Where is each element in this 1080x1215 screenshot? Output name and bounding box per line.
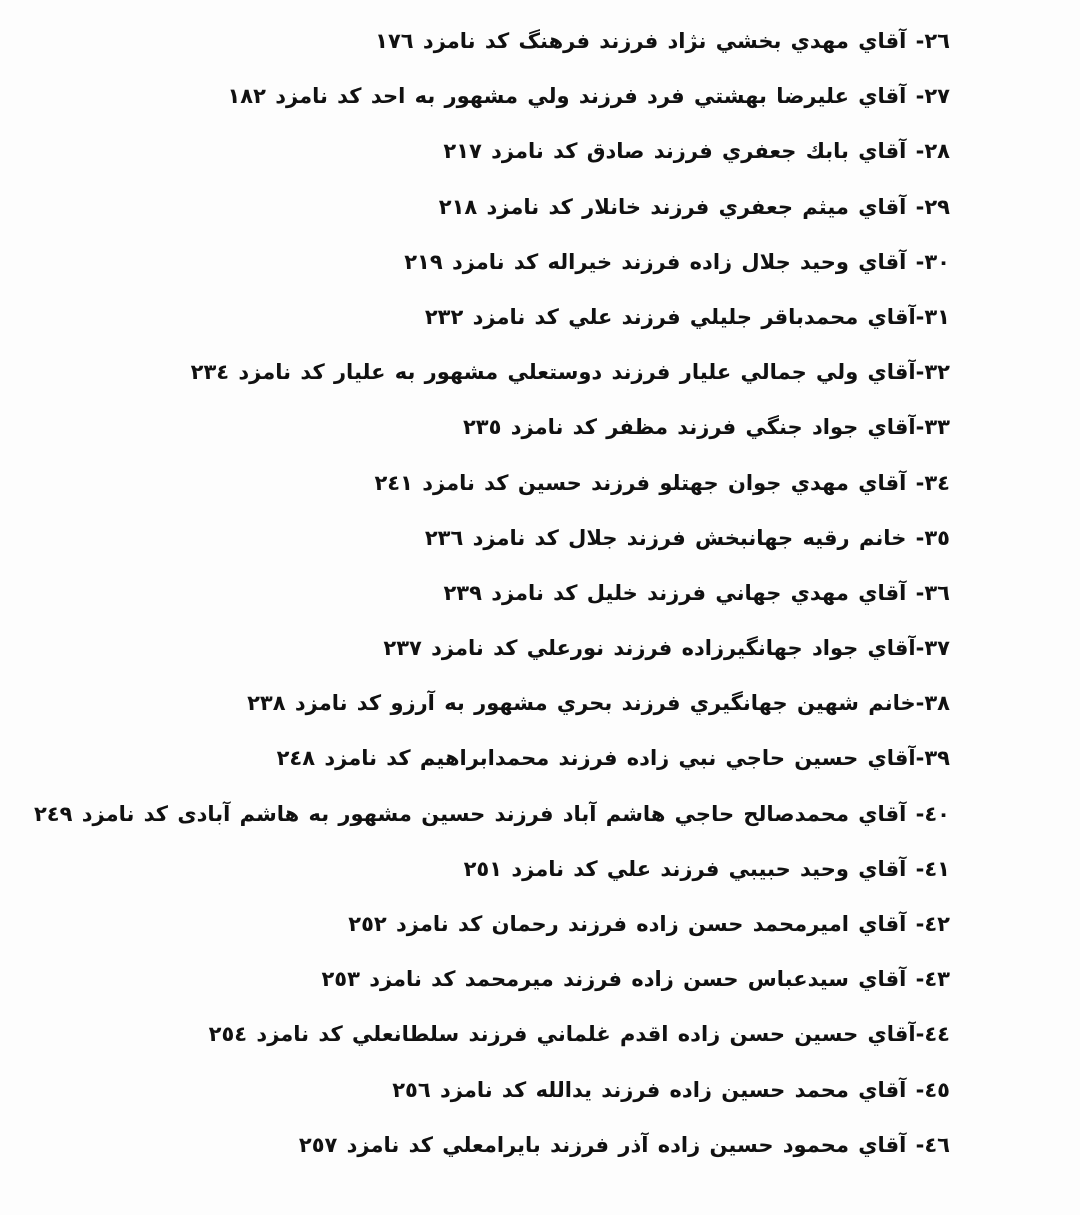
list-item: ٣٩-آقاي حسين حاجي نبي زاده فرزند محمدابراهيم كد نامزد ٢٤٨ — [276, 746, 950, 771]
list-item: ٢٨- آقاي بابك جعفري فرزند صادق كد نامزد ٢١٧ — [443, 139, 950, 164]
list-item: ٢٧- آقاي عليرضا بهشتي فرد فرزند ولي مشهور به احد كد نامزد ١٨٢ — [227, 84, 950, 109]
list-item: ٣٣-آقاي جواد جنگي فرزند مظفر كد نامزد ٢٣٥ — [462, 415, 950, 440]
list-item: ٣٤- آقاي مهدي جوان جهتلو فرزند حسين كد نامزد ٢٤١ — [374, 470, 950, 495]
list-item: ٣٧-آقاي جواد جهانگيرزاده فرزند نورعلي كد نامزد ٢٣٧ — [383, 636, 950, 661]
list-item: ٣٠- آقاي وحيد جلال زاده فرزند خيراله كد نامزد ٢١٩ — [404, 249, 950, 274]
list-item: ٤٣- آقاي سيدعباس حسن زاده فرزند ميرمحمد كد نامزد ٢٥٣ — [321, 967, 950, 992]
list-item: ٤٤-آقاي حسين حسن زاده اقدم غلماني فرزند سلطانعلي كد نامزد ٢٥٤ — [208, 1022, 950, 1047]
list-item: ٤١- آقاي وحيد حبيبي فرزند علي كد نامزد ٢٥١ — [463, 856, 950, 881]
list-item: ٢٩- آقاي ميثم جعفري فرزند خانلار كد نامزد ٢١٨ — [438, 194, 950, 219]
candidate-list — [20, 14, 950, 1173]
list-item: ٢٦- آقاي مهدي بخشي نژاد فرزند فرهنگ كد نامزد ١٧٦ — [375, 29, 950, 53]
list-item: ٣٢-آقاي ولي جمالي عليار فرزند دوستعلي مشهور به عليار كد نامزد ٢٣٤ — [190, 360, 950, 385]
list-item: ٣٦- آقاي مهدي جهاني فرزند خليل كد نامزد ٢٣٩ — [443, 580, 950, 605]
list-item: ٤٢- آقاي اميرمحمد حسن زاده فرزند رحمان كد نامزد ٢٥٢ — [348, 912, 950, 936]
list-item: ٤٠- آقاي محمدصالح حاجي هاشم آباد فرزند حسين مشهور به هاشم آبادى كد نامزد ٢٤٩ — [33, 801, 950, 826]
list-item: ٤٦- آقاي محمود حسين زاده آذر فرزند بايرامعلي كد نامزد ٢٥٧ — [298, 1132, 950, 1157]
list-item: ٣٥- خانم رقيه جهانبخش فرزند جلال كد نامزد ٢٣٦ — [424, 525, 950, 550]
list-item: ٣٨-خانم شهين جهانگيري فرزند بحري مشهور به آرزو كد نامزد ٢٣٨ — [247, 691, 950, 716]
list-item: ٤٥- آقاي محمد حسين زاده فرزند يدالله كد نامزد ٢٥٦ — [392, 1077, 950, 1102]
list-item: ٣١-آقاي محمدباقر جليلي فرزند علي كد نامزد ٢٣٢ — [424, 304, 950, 329]
